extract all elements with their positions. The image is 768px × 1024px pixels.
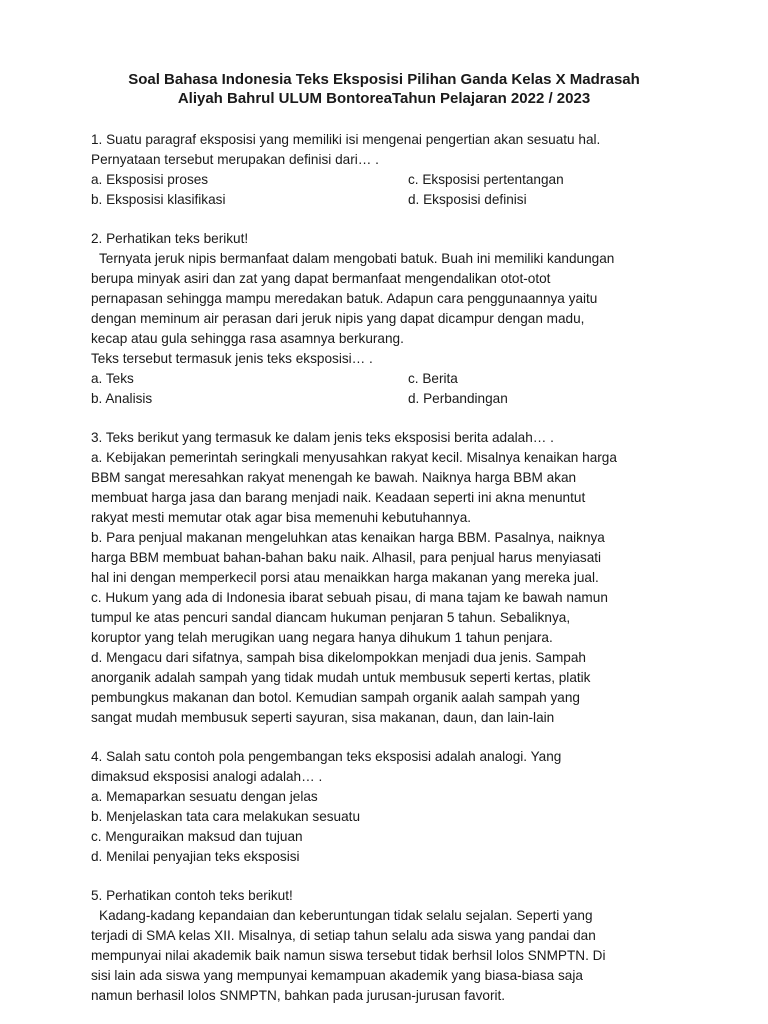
option-text-line: harga BBM membuat bahan-bahan baku naik. Alhasil, para penjual harus menyiasati bbox=[91, 550, 602, 565]
option-text-line: BBM sangat meresahkan rakyat menengah ke bawah. Naiknya harga BBM akan bbox=[91, 470, 577, 485]
option-text-line: d. Mengacu dari sifatnya, sampah bisa dikelompokkan menjadi dua jenis. Sampah bbox=[91, 650, 586, 665]
question-text-line: 3. Teks berikut yang termasuk ke dalam jenis teks eksposisi berita adalah… . bbox=[91, 430, 554, 445]
passage-line: kecap atau gula sehingga rasa asamnya berkurang. bbox=[91, 331, 404, 346]
question-3 bbox=[91, 428, 698, 728]
option-text-line: b. Para penjual makanan mengeluhkan atas kenaikan harga BBM. Pasalnya, naiknya bbox=[91, 530, 605, 545]
option-text-line: anorganik adalah sampah yang tidak mudah untuk membusuk seperti kertas, platik bbox=[91, 670, 591, 685]
answer-option: b. Analisis bbox=[91, 391, 153, 406]
document-title bbox=[70, 70, 698, 108]
question-5 bbox=[91, 886, 698, 1006]
answer-option: c. Berita bbox=[408, 371, 458, 386]
answer-option: b. Menjelaskan tata cara melakukan sesuatu bbox=[91, 809, 361, 824]
passage-line: namun berhasil lolos SNMPTN, bahkan pada jurusan-jurusan favorit. bbox=[91, 988, 506, 1003]
option-text-line: hal ini dengan memperkecil porsi atau menaikkan harga makanan yang mereka jual. bbox=[91, 570, 599, 585]
title-line: Aliyah Bahrul ULUM BontoreaTahun Pelajaran 2022 / 2023 bbox=[177, 90, 591, 107]
passage-line: sisi lain ada siswa yang mempunyai kemampuan akademik yang biasa-biasa saja bbox=[91, 968, 583, 983]
title-line: Soal Bahasa Indonesia Teks Eksposisi Pilihan Ganda Kelas X Madrasah bbox=[128, 71, 640, 88]
option-text-line: sangat mudah membusuk seperti sayuran, sisa makanan, daun, dan lain-lain bbox=[91, 710, 555, 725]
question-intro: 5. Perhatikan contoh teks berikut! bbox=[91, 888, 293, 903]
question-4 bbox=[91, 747, 698, 867]
question-1 bbox=[91, 130, 698, 210]
answer-option: d. Eksposisi definisi bbox=[408, 192, 527, 207]
answer-option: a. Memaparkan sesuatu dengan jelas bbox=[91, 789, 318, 804]
option-text-line: rakyat mesti memutar otak agar bisa memenuhi kebutuhannya. bbox=[91, 510, 472, 525]
question-intro: 2. Perhatikan teks berikut! bbox=[91, 231, 249, 246]
question-2 bbox=[91, 229, 698, 409]
question-prompt: Teks tersebut termasuk jenis teks eksposisi… . bbox=[91, 351, 373, 366]
answer-option: b. Eksposisi klasifikasi bbox=[91, 192, 226, 207]
answer-option: c. Menguraikan maksud dan tujuan bbox=[91, 829, 303, 844]
passage-line: Ternyata jeruk nipis bermanfaat dalam mengobati batuk. Buah ini memiliki kandungan bbox=[99, 251, 615, 266]
passage-line: mempunyai nilai akademik baik namun siswa tersebut tidak berhsil lolos SNMPTN. Di bbox=[91, 948, 606, 963]
question-text-line: Pernyataan tersebut merupakan definisi dari… . bbox=[91, 152, 379, 167]
question-text-line: 4. Salah satu contoh pola pengembangan teks eksposisi adalah analogi. Yang bbox=[91, 749, 562, 764]
answer-options bbox=[91, 170, 698, 210]
answer-option: a. Eksposisi proses bbox=[91, 172, 209, 187]
passage-line: pernapasan sehingga mampu meredakan batuk. Adapun cara penggunaannya yaitu bbox=[91, 291, 598, 306]
answer-option: d. Menilai penyajian teks eksposisi bbox=[91, 849, 300, 864]
answer-option: a. Teks bbox=[91, 371, 134, 386]
answer-options bbox=[91, 369, 698, 409]
passage-line: Kadang-kadang kepandaian dan keberuntungan tidak selalu sejalan. Seperti yang bbox=[99, 908, 593, 923]
option-text-line: c. Hukum yang ada di Indonesia ibarat sebuah pisau, di mana tajam ke bawah namun bbox=[91, 590, 608, 605]
option-text-line: tumpul ke atas pencuri sandal diancam hukuman penjaran 5 tahun. Sebaliknya, bbox=[91, 610, 571, 625]
passage-line: dengan meminum air perasan dari jeruk nipis yang dapat dicampur dengan madu, bbox=[91, 311, 585, 326]
passage-line: berupa minyak asiri dan zat yang dapat bermanfaat mengendalikan otot-otot bbox=[91, 271, 551, 286]
passage-line: terjadi di SMA kelas XII. Misalnya, di setiap tahun selalu ada siswa yang pandai dan bbox=[91, 928, 596, 943]
option-text-line: koruptor yang telah merugikan uang negara hanya dihukum 1 tahun penjara. bbox=[91, 630, 553, 645]
answer-option: c. Eksposisi pertentangan bbox=[408, 172, 564, 187]
answer-option: d. Perbandingan bbox=[408, 391, 508, 406]
question-text-line: 1. Suatu paragraf eksposisi yang memiliki isi mengenai pengertian akan sesuatu hal. bbox=[91, 132, 601, 147]
option-text-line: membuat harga jasa dan barang menjadi naik. Keadaan seperti ini akna menuntut bbox=[91, 490, 586, 505]
question-text-line: dimaksud eksposisi analogi adalah… . bbox=[91, 769, 323, 784]
option-text-line: pembungkus makanan dan botol. Kemudian sampah organik aalah sampah yang bbox=[91, 690, 580, 705]
option-text-line: a. Kebijakan pemerintah seringkali menyusahkan rakyat kecil. Misalnya kenaikan harga bbox=[91, 450, 617, 465]
